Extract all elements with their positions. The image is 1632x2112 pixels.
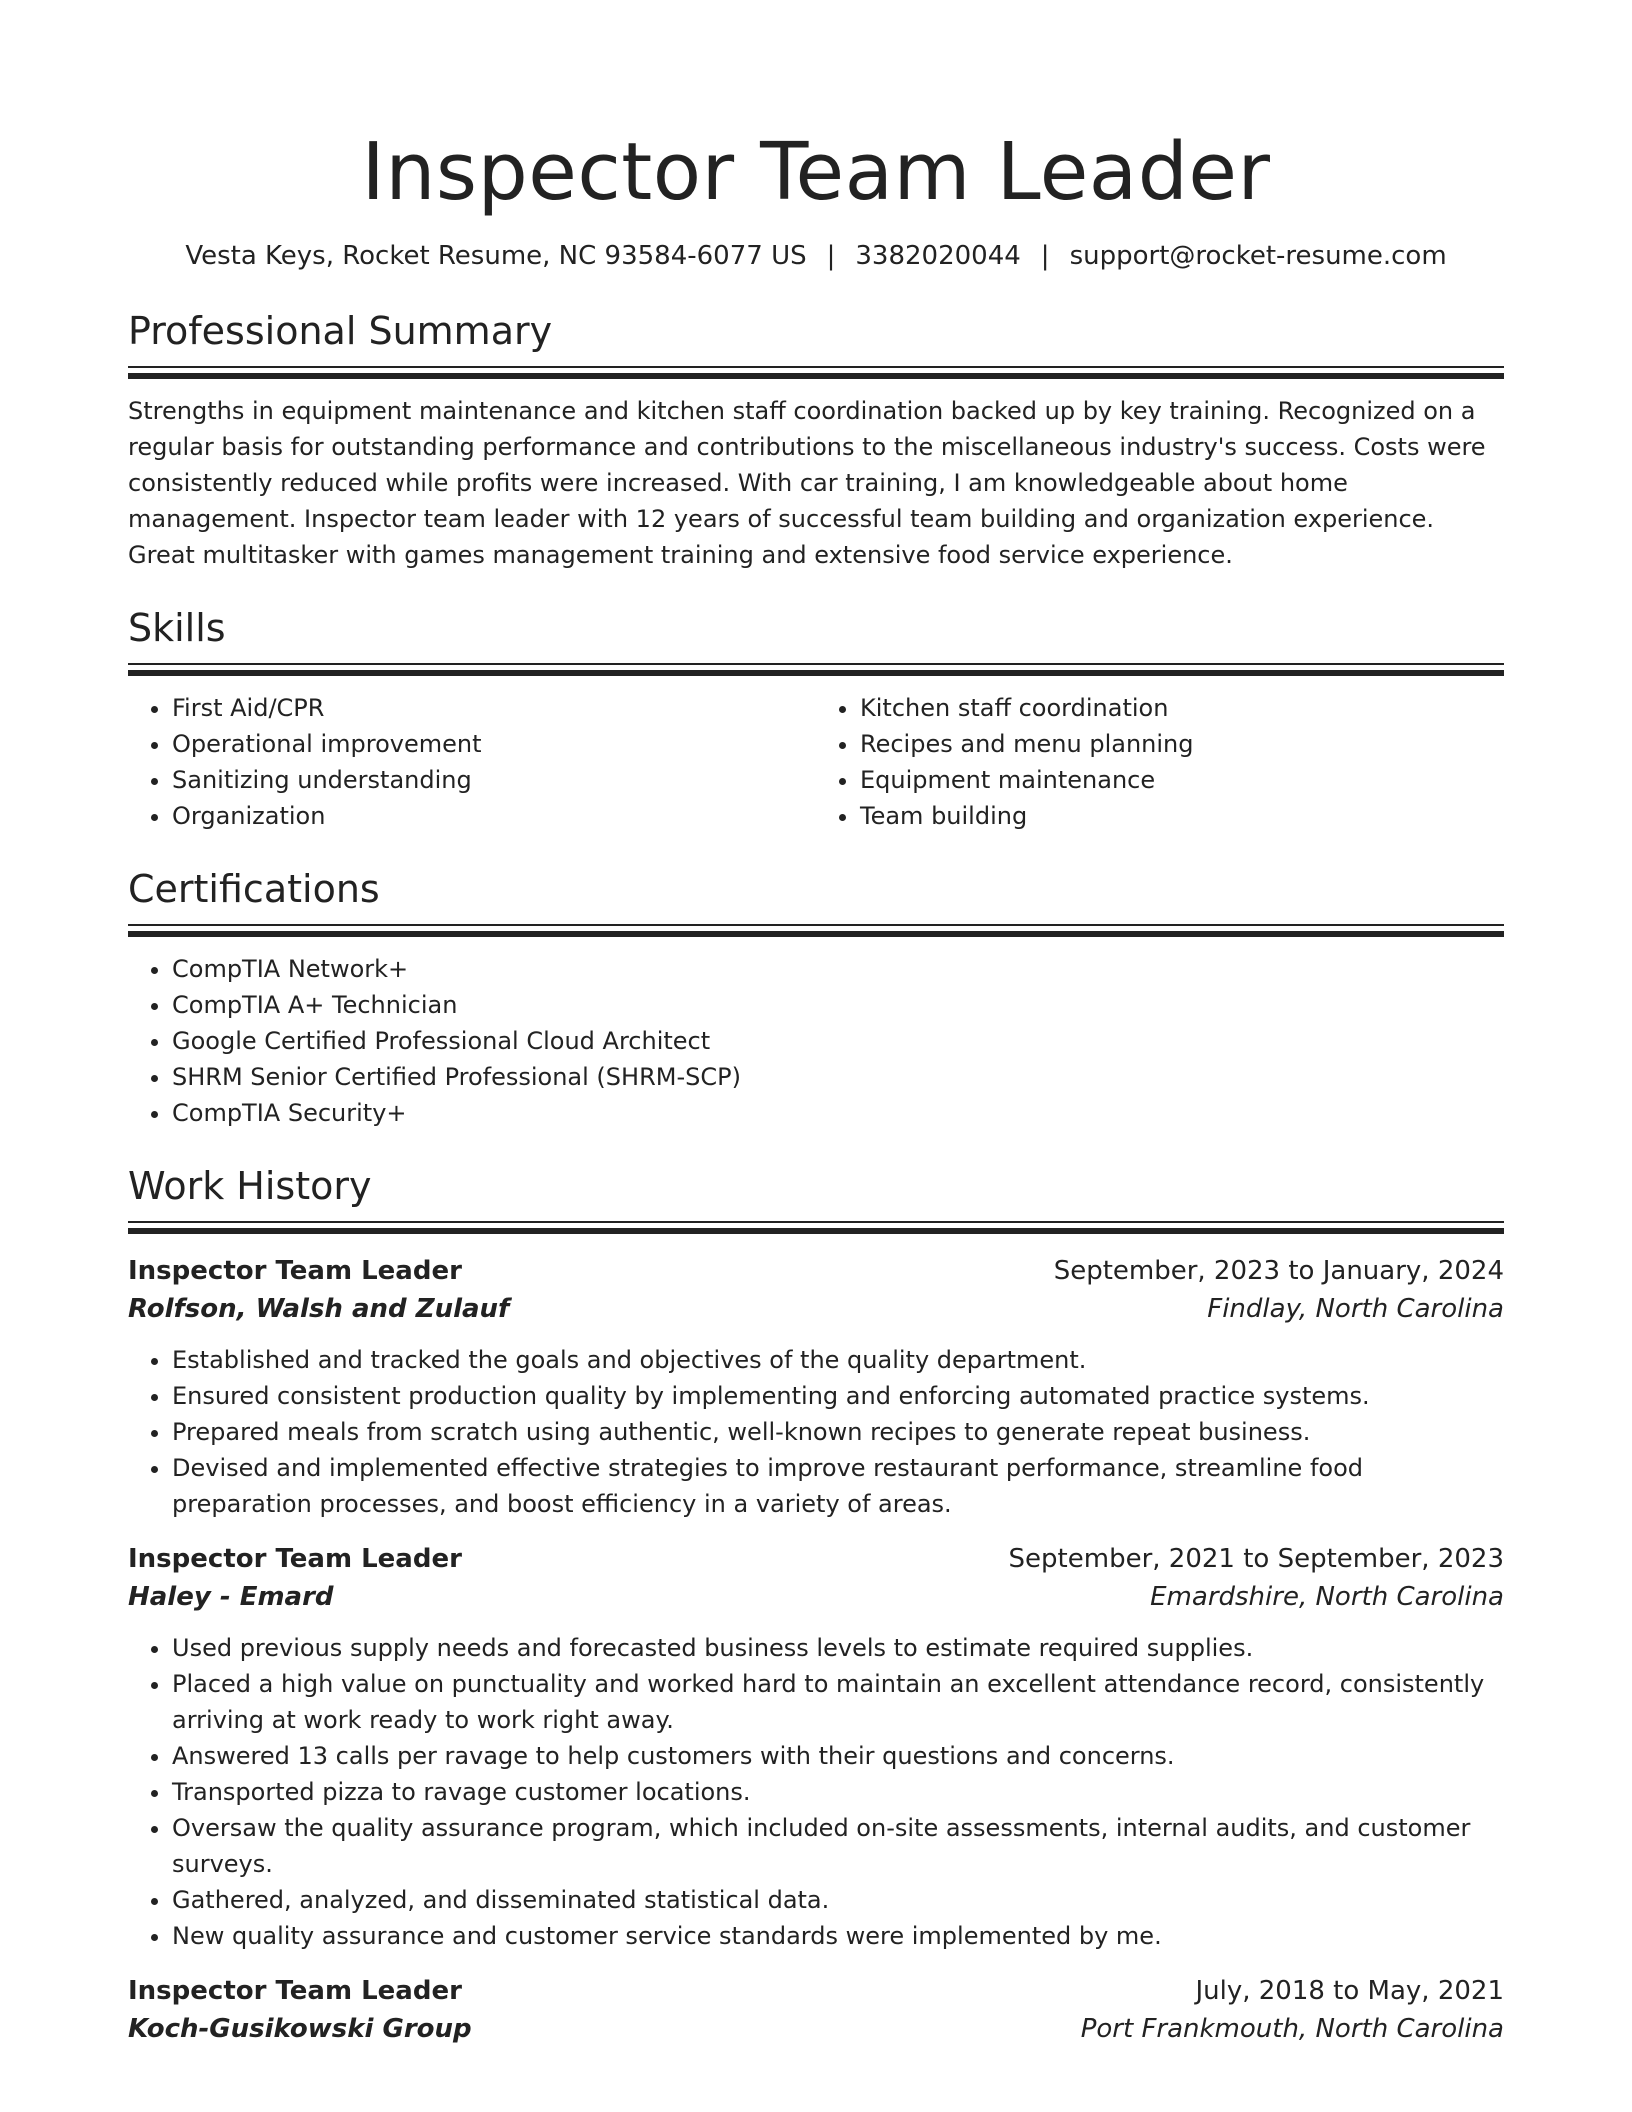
job-subheader [128, 2010, 1504, 2048]
job-duty: • New quality assurance and customer service standards were implemented by me. [172, 1918, 1504, 1954]
job-dates: July, 2018 to May, 2021 [1195, 1976, 1504, 2006]
job-duty: • Prepared meals from scratch using authentic, well-known recipes to generate repeat business. [172, 1414, 1504, 1450]
certifications-section [128, 864, 1504, 1131]
work-history-section [128, 1161, 1504, 2048]
contact-separator: | [1040, 241, 1050, 271]
resume-page [128, 0, 1504, 2048]
skills-grid [128, 676, 1504, 834]
job-title: Inspector Team Leader [128, 1976, 462, 2006]
skill-item: • Operational improvement [172, 726, 816, 762]
skills-list-left [128, 690, 816, 834]
certification-item: • CompTIA Security+ [172, 1095, 1504, 1131]
job-duty: • Oversaw the quality assurance program, which included on-site assessments, internal audits, and customer surveys. [172, 1810, 1504, 1882]
job-dates: September, 2021 to September, 2023 [1008, 1544, 1504, 1574]
contact-address: Vesta Keys, Rocket Resume, NC 93584-6077 US [185, 241, 807, 271]
certifications-heading: Certifications [128, 867, 380, 911]
work-history-heading: Work History [128, 1164, 372, 1208]
job-header [128, 1252, 1504, 1290]
job-duty: • Established and tracked the goals and objectives of the quality department. [172, 1342, 1504, 1378]
job-entry [128, 1252, 1504, 1522]
job-title: Inspector Team Leader [128, 1256, 462, 1286]
skills-heading: Skills [128, 606, 226, 650]
contact-separator: | [826, 241, 836, 271]
summary-text: Strengths in equipment maintenance and kitchen staff coordination backed up by key training. Recognized on a regular basis for outstanding performance and contributions to the miscellaneous industry's success. Costs were consistently reduced while profits were increased. With car training, I am knowledgeable about home management. Inspector team leader with 12 years of successful team building and organization experience. Great multitasker with games management training and extensive food service experience. [128, 397, 1486, 569]
section-divider [128, 663, 1504, 676]
job-company: Haley - Emard [128, 1582, 334, 1612]
certifications-list [128, 951, 1504, 1131]
certification-item: • CompTIA A+ Technician [172, 987, 1504, 1023]
skill-item: • Recipes and menu planning [860, 726, 1504, 762]
job-subheader [128, 1290, 1504, 1328]
job-entry [128, 1972, 1504, 2048]
job-dates: September, 2023 to January, 2024 [1053, 1256, 1504, 1286]
job-duty: • Gathered, analyzed, and disseminated statistical data. [172, 1882, 1504, 1918]
certification-item: • Google Certified Professional Cloud Architect [172, 1023, 1504, 1059]
job-entry [128, 1540, 1504, 1954]
skills-section [128, 603, 1504, 834]
skill-item: • Equipment maintenance [860, 762, 1504, 798]
contact-email: support@rocket-resume.com [1069, 241, 1447, 271]
resume-title: Inspector Team Leader [361, 126, 1271, 218]
contact-line [128, 238, 1504, 274]
section-divider [128, 366, 1504, 379]
skill-item: • Kitchen staff coordination [860, 690, 1504, 726]
skill-item: • First Aid/CPR [172, 690, 816, 726]
summary-section [128, 306, 1504, 573]
job-location: Port Frankmouth, North Carolina [1080, 2014, 1504, 2044]
job-duty: • Transported pizza to ravage customer locations. [172, 1774, 1504, 1810]
job-location: Findlay, North Carolina [1207, 1294, 1504, 1324]
job-header [128, 1972, 1504, 2010]
contact-phone: 3382020044 [855, 241, 1021, 271]
job-duties [128, 1342, 1504, 1522]
section-divider [128, 924, 1504, 937]
job-location: Emardshire, North Carolina [1150, 1582, 1504, 1612]
skills-list-right [816, 690, 1504, 834]
job-duty: • Used previous supply needs and forecasted business levels to estimate required supplies. [172, 1630, 1504, 1666]
job-subheader [128, 1578, 1504, 1616]
job-duty: • Placed a high value on punctuality and worked hard to maintain an excellent attendance record, consistently arriving at work ready to work right away. [172, 1666, 1504, 1738]
certification-item: • SHRM Senior Certified Professional (SHRM-SCP) [172, 1059, 1504, 1095]
summary-heading: Professional Summary [128, 309, 553, 353]
job-duty: • Devised and implemented effective strategies to improve restaurant performance, streamline food preparation processes, and boost efficiency in a variety of areas. [172, 1450, 1504, 1522]
job-company: Rolfson, Walsh and Zulauf [128, 1294, 510, 1324]
job-title: Inspector Team Leader [128, 1544, 462, 1574]
skill-item: • Sanitizing understanding [172, 762, 816, 798]
job-duty: • Ensured consistent production quality by implementing and enforcing automated practice systems. [172, 1378, 1504, 1414]
skill-item: • Team building [860, 798, 1504, 834]
section-divider [128, 1221, 1504, 1234]
job-duty: • Answered 13 calls per ravage to help customers with their questions and concerns. [172, 1738, 1504, 1774]
job-duties [128, 1630, 1504, 1954]
certification-item: • CompTIA Network+ [172, 951, 1504, 987]
skill-item: • Organization [172, 798, 816, 834]
job-company: Koch-Gusikowski Group [128, 2014, 472, 2044]
job-header [128, 1540, 1504, 1578]
